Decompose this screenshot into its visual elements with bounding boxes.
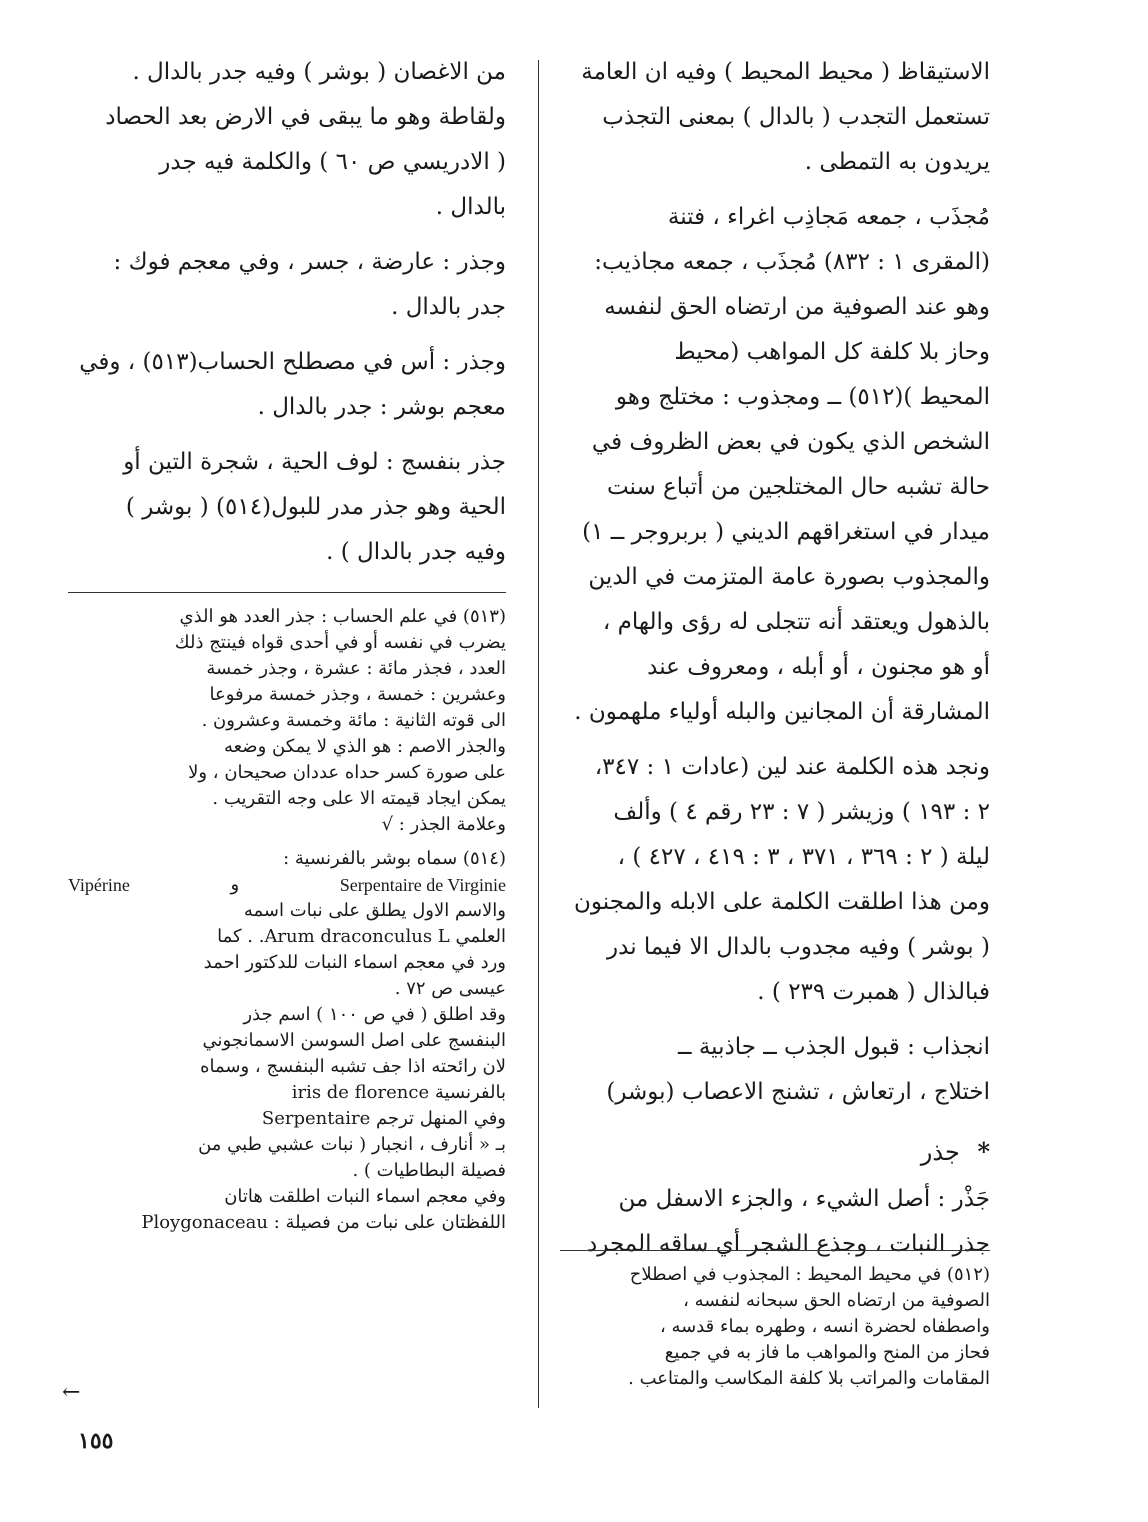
footnotes-left xyxy=(68,604,506,1236)
footnote-512 xyxy=(560,1262,990,1392)
text-line: اللفظتان على نبات من فصيلة : Ploygonaceau xyxy=(141,1212,506,1233)
text-line: فبالذال ( همبرت ٢٣٩ ) . xyxy=(757,979,990,1005)
text-line: عيسى ص ٧٢ . xyxy=(394,978,506,999)
text-line: ميدار في استغراقهم الديني ( بربروجر ــ ١) xyxy=(582,519,990,545)
text-line: الحية وهو جذر مدر للبول(٥١٤) ( بوشر ) xyxy=(125,494,506,520)
text-line: على صورة كسر حداه عددان صحيحان ، ولا xyxy=(188,762,506,783)
text-line: يريدون به التمطى . xyxy=(804,149,990,175)
star-icon: * xyxy=(977,1137,990,1166)
text-line: ونجد هذه الكلمة عند لين (عادات ١ : ٣٤٧، xyxy=(594,754,990,780)
paragraph xyxy=(560,1177,990,1267)
text-line: ومن هذا اطلقت الكلمة على الابله والمجنون xyxy=(574,889,990,915)
text-line: فحاز من المنح والمواهب ما فاز به في جميع xyxy=(664,1342,990,1363)
text-line: فصيلة البطاطيات ) . xyxy=(352,1160,506,1181)
text-line: المقامات والمراتب بلا كلفة المكاسب والمتاعب . xyxy=(628,1368,990,1389)
text-line: واصطفاه لحضرة انسه ، وطهره بماء قدسه ، xyxy=(659,1316,990,1337)
text-line: وحاز بلا كلفة كل المواهب (محيط xyxy=(674,339,990,365)
text-line: لان رائحته اذا جف تشبه البنفسج ، وسماه xyxy=(200,1056,506,1077)
footnote-rule xyxy=(68,592,506,593)
paragraph xyxy=(68,440,506,575)
text-line: وعشرين : خمسة ، وجذر خمسة مرفوعا xyxy=(209,684,506,705)
text-line: جذر النبات ، وجذع الشجر أي ساقه المجرد xyxy=(587,1231,990,1257)
text-line: وفي المنهل ترجم Serpentaire xyxy=(261,1108,506,1129)
text-line: الاستيقاظ ( محيط المحيط ) وفيه ان العامة xyxy=(581,59,990,85)
text-line: وجذر : عارضة ، جسر ، وفي معجم فوك : xyxy=(113,249,506,275)
text-line: ( الادريسي ص ٦٠ ) والكلمة فيه جدر xyxy=(159,149,506,175)
text-line: الصوفية من ارتضاه الحق سبحانه لنفسه ، xyxy=(683,1290,990,1311)
text-line: (المقرى ١ : ٨٣٢) مُجذَب ، جمعه مجاذيب: xyxy=(594,249,990,275)
text-line: وفي معجم اسماء النبات اطلقت هاتان xyxy=(224,1186,506,1207)
text-line: بـ « أنارف ، انجبار ( نبات عشبي طبي من xyxy=(198,1134,506,1155)
paragraph xyxy=(68,50,506,230)
text-line: المحيط )(٥١٢) ــ ومجذوب : مختلج وهو xyxy=(615,384,990,410)
text-line: انجذاب : قبول الجذب ــ جاذبية ــ xyxy=(678,1034,990,1060)
footnote-513 xyxy=(68,604,506,838)
text-line: يمكن ايجاد قيمته الا على وجه التقريب . xyxy=(212,788,506,809)
text-line: والمجذوب بصورة عامة المتزمت في الدين xyxy=(588,564,990,590)
latin-line xyxy=(68,872,506,898)
text-line: ليلة ( ٢ : ٣٦٩ ، ٣٧١ ، ٣ : ٤١٩ ، ٤٢٧ ) ، xyxy=(617,844,990,870)
continue-arrow-icon: ← xyxy=(62,1380,81,1405)
column-divider xyxy=(538,60,539,1408)
paragraph xyxy=(560,195,990,735)
heading-text: جذر xyxy=(920,1138,960,1166)
text-line: بالذهول ويعتقد أنه تتجلى له رؤى والهام ، xyxy=(602,609,990,635)
text-line: والاسم الاول يطلق على نبات اسمه xyxy=(243,900,506,921)
text-line: العدد ، فجذر مائة : عشرة ، وجذر خمسة xyxy=(206,658,506,679)
text-line: حالة تشبه حال المختلجين من أتباع سنت xyxy=(606,474,990,500)
conjunction: و xyxy=(230,874,240,895)
text-line: الشخص الذي يكون في بعض الظروف في xyxy=(591,429,990,455)
paragraph xyxy=(560,745,990,1015)
text-line: ولقاطة وهو ما يبقى في الارض بعد الحصاد xyxy=(105,104,506,130)
text-line: جدر بالدال . xyxy=(391,294,506,320)
text-line: البنفسج على اصل السوسن الاسمانجوني xyxy=(202,1030,506,1051)
text-line: يضرب في نفسه أو في أحدى قواه فينتج ذلك xyxy=(174,632,506,653)
text-line: اختلاج ، ارتعاش ، تشنج الاعصاب (بوشر) xyxy=(606,1079,990,1105)
text-line: بالدال . xyxy=(435,194,506,220)
paragraph xyxy=(68,240,506,330)
footnote-514 xyxy=(68,846,506,1236)
left-column xyxy=(68,50,506,575)
footnote-rule xyxy=(560,1250,990,1251)
paragraph xyxy=(560,1025,990,1115)
text-line: بالفرنسية iris de florence xyxy=(291,1082,506,1103)
latin-term: Serpentaire de Virginie xyxy=(339,875,506,895)
entry-heading xyxy=(560,1129,990,1175)
text-line: مُجذَب ، جمعه مَجاذِب اغراء ، فتنة xyxy=(667,204,990,230)
text-line: وجذر : أس في مصطلح الحساب(٥١٣) ، وفي xyxy=(79,349,506,375)
text-line: معجم بوشر : جدر بالدال . xyxy=(257,394,506,420)
text-line: (٥١٣) في علم الحساب : جذر العدد هو الذي xyxy=(179,606,506,627)
text-line: المشارقة أن المجانين والبله أولياء ملهمون . xyxy=(574,699,990,725)
text-line: وعلامة الجذر : √ xyxy=(381,814,506,835)
text-line: ٢ : ١٩٣ ) وزيشر ( ٧ : ٢٣ رقم ٤ ) وألف xyxy=(613,799,990,825)
text-line: ورد في معجم اسماء النبات للدكتور احمد xyxy=(203,952,506,973)
paragraph xyxy=(68,340,506,430)
text-line: الى قوته الثانية : مائة وخمسة وعشرون . xyxy=(201,710,506,731)
page-number: ١٥٥ xyxy=(78,1428,114,1454)
text-line: تستعمل التجدب ( بالدال ) بمعنى التجذب xyxy=(602,104,990,130)
text-line: وهو عند الصوفية من ارتضاه الحق لنفسه xyxy=(604,294,990,320)
right-column xyxy=(560,50,990,1267)
text-line: (٥١٢) في محيط المحيط : المجذوب في اصطلاح xyxy=(629,1264,990,1285)
latin-term: Vipérine xyxy=(68,875,130,895)
paragraph xyxy=(560,50,990,185)
text-line: أو هو مجنون ، أو أبله ، ومعروف عند xyxy=(647,654,990,680)
text-line: ( بوشر ) وفيه مجدوب بالدال الا فيما ندر xyxy=(607,934,990,960)
text-line: من الاغصان ( بوشر ) وفيه جدر بالدال . xyxy=(132,59,506,85)
text-line: وقد اطلق ( في ص ١٠٠ ) اسم جذر xyxy=(243,1004,506,1025)
text-line: العلمي Arum draconculus L. . كما xyxy=(217,926,506,947)
text-line: وفيه جدر بالدال ) . xyxy=(326,539,506,565)
text-line: جَذْر : أصل الشيء ، والجزء الاسفل من xyxy=(618,1186,990,1212)
text-line: (٥١٤) سماه بوشر بالفرنسية : xyxy=(283,848,506,869)
text-line: جذر بنفسج : لوف الحية ، شجرة التين أو xyxy=(123,449,506,475)
text-line: والجذر الاصم : هو الذي لا يمكن وضعه xyxy=(223,736,506,757)
